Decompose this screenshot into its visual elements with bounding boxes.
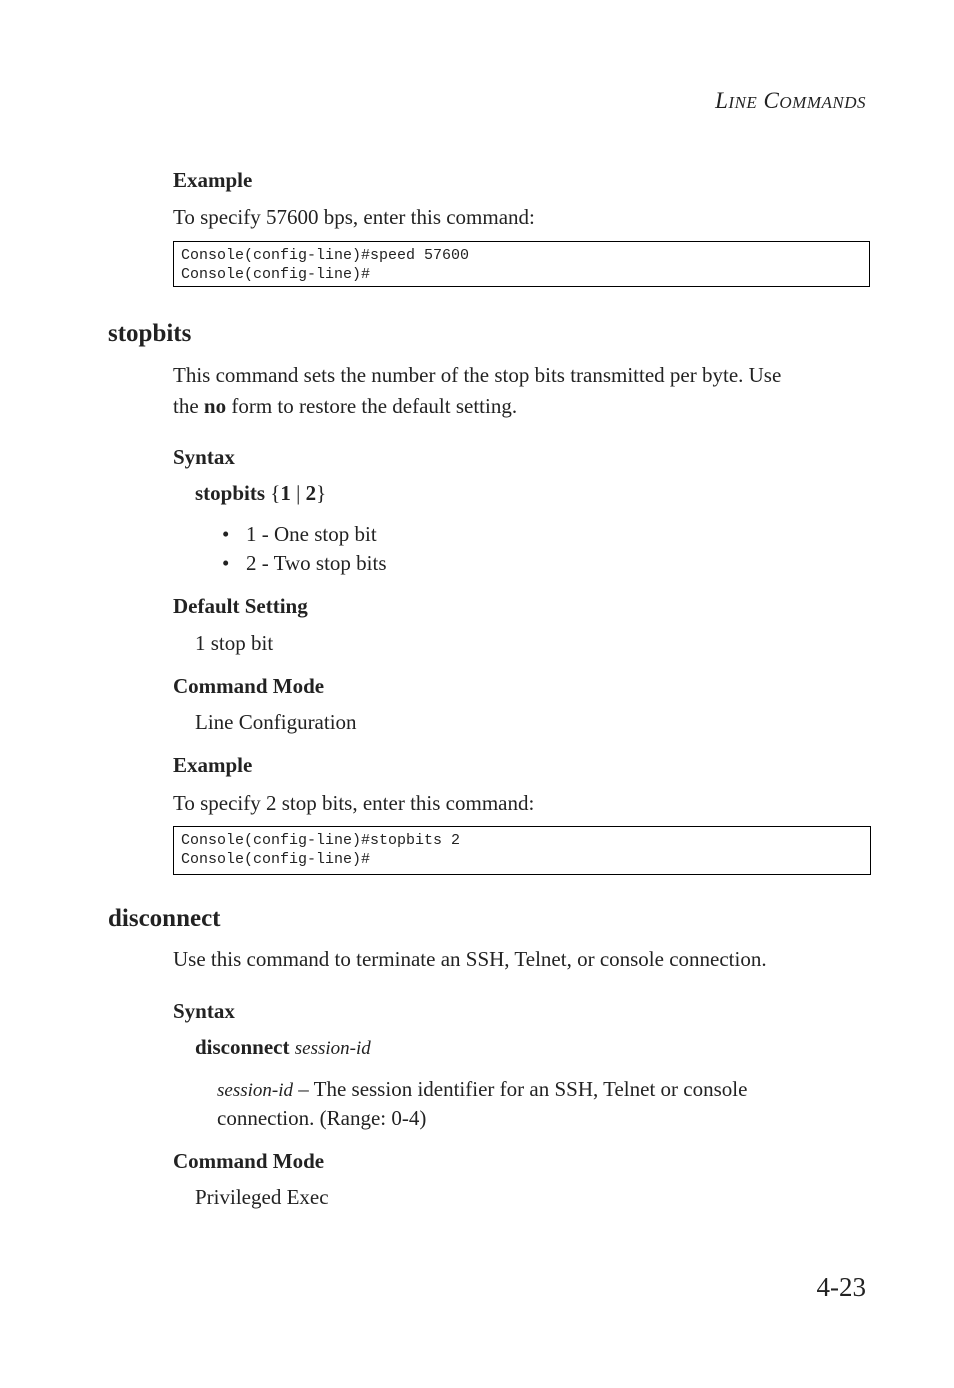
stopbits-example-code-block [173, 826, 871, 875]
disconnect-command-mode-value: Privileged Exec [195, 1185, 329, 1209]
parameter-description-line-2: connection. (Range: 0-4) [217, 1106, 427, 1130]
header-rest-2: OMMANDS [779, 93, 866, 112]
stopbits-syntax-line: stopbits {1 | 2} [195, 481, 327, 505]
speed-example-intro: To specify 57600 bps, enter this command: [173, 205, 535, 229]
stopbits-command-mode-value: Line Configuration [195, 710, 357, 734]
list-item: • 1 - One stop bit [222, 522, 377, 546]
code-line: Console(config-line)# [181, 266, 371, 283]
running-header [715, 88, 866, 114]
no-keyword: no [203, 394, 227, 418]
code-line: Console(config-line)#stopbits 2 [181, 832, 461, 849]
disconnect-syntax-heading: Syntax [173, 999, 235, 1023]
header-cap-1: L [715, 88, 729, 113]
speed-example-heading: Example [173, 168, 253, 192]
speed-example-code-block [173, 241, 870, 287]
disconnect-title: disconnect [108, 905, 221, 932]
stopbits-command-mode-heading: Command Mode [173, 674, 325, 698]
stopbits-example-intro: To specify 2 stop bits, enter this command: [173, 791, 535, 815]
syntax-parameter: session-id [294, 1038, 371, 1059]
stopbits-example-heading: Example [173, 753, 253, 777]
default-setting-value: 1 stop bit [195, 631, 274, 655]
parameter-description-line-1: session-id – The session identifier for an SSH, Telnet or console [217, 1077, 748, 1101]
stopbits-description-line-1: This command sets the number of the stop bits transmitted per byte. Use [173, 363, 782, 387]
bullet-icon: • [222, 551, 230, 575]
parameter-name: session-id [217, 1080, 293, 1101]
code-line: Console(config-line)#speed 57600 [181, 247, 470, 264]
bullet-icon: • [222, 522, 230, 546]
stopbits-title: stopbits [108, 320, 192, 347]
default-setting-heading: Default Setting [173, 594, 308, 618]
syntax-command: stopbits [195, 481, 266, 505]
disconnect-syntax-line [195, 1035, 371, 1060]
header-cap-2: C [763, 88, 780, 113]
disconnect-command-mode-heading: Command Mode [173, 1149, 325, 1173]
list-item: • 2 - Two stop bits [222, 551, 387, 575]
disconnect-description: Use this command to terminate an SSH, Telnet, or console connection. [173, 947, 767, 971]
stopbits-description-line-2: the no form to restore the default setting. [173, 394, 518, 418]
header-rest-1: INE [728, 93, 758, 112]
page-number: 4-23 [816, 1272, 866, 1302]
syntax-command: disconnect [195, 1035, 290, 1059]
code-line: Console(config-line)# [181, 851, 371, 868]
stopbits-syntax-heading: Syntax [173, 445, 235, 469]
